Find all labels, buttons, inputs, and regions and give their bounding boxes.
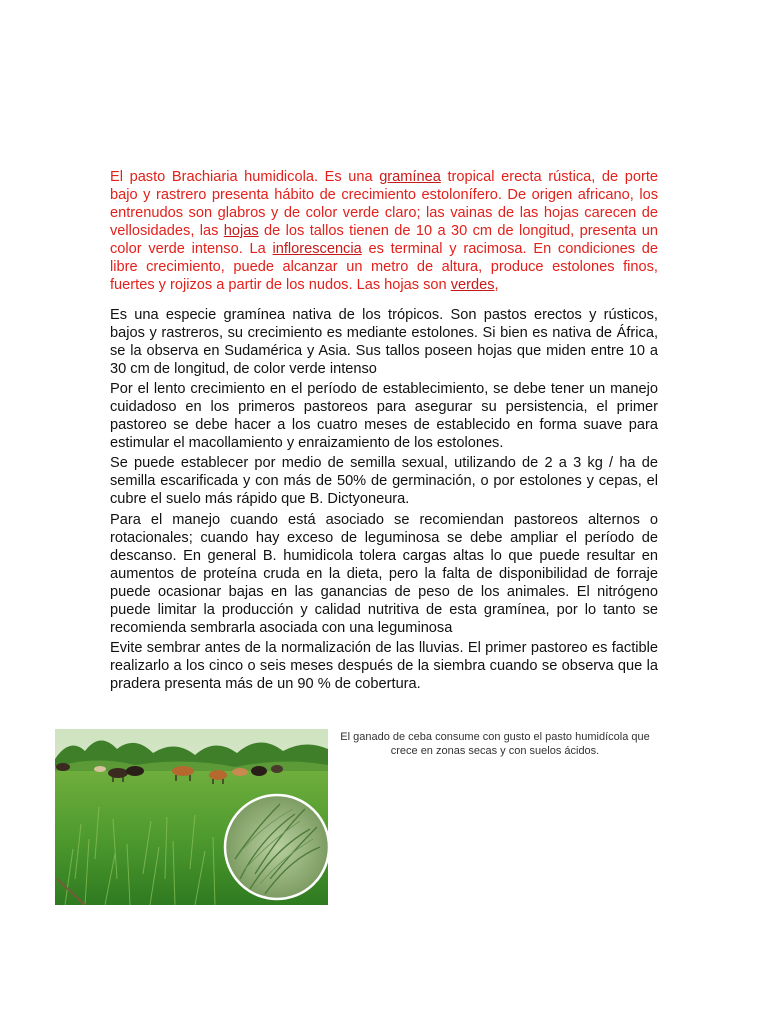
intro-text-2: tropical erecta rústica, de porte bajo y rastrero presenta hábito de crecimiento estolonífero. De origen africano, los entrenudos son glabros y de color verde claro; las vainas de las hojas carecen de vellosidades, las (110, 169, 658, 239)
paragraph-sowing-advice: Evite sembrar antes de la normalización de las lluvias. El primer pastoreo es factible realizarlo a los cinco o seis meses después de la siembra cuando se observa que la pradera presenta más de un 90 % de cobertura. (110, 640, 658, 692)
intro-text-5: , (494, 277, 499, 293)
link-graminea[interactable]: gramínea (379, 169, 441, 185)
paragraph-management: Para el manejo cuando está asociado se recomiendan pastoreos alternos o rotacionales; cuando hay exceso de leguminosa se debe ampliar el período de descanso. En general B. humidicola tolera cargas altas lo que puede resultar en aumentos de proteína cruda en la dieta, pero la falta de disponibilidad de forraje puede ocasionar bajas en las ganancias de peso de los animales. El nitrógeno puede limitar la producción y calidad nutritiva de esta gramínea, por lo tanto se recomienda sembrarla asociada con una leguminosa (110, 512, 658, 636)
intro-text-4: es terminal y racimosa. En condiciones de libre crecimiento, puede alcanzar un metro de altura, produce estolones finos, fuertes y rojizos a partir de los nudos. Las hojas son (110, 241, 658, 293)
link-inflorescencia[interactable]: inflorescencia (272, 241, 362, 257)
intro-paragraph (110, 168, 658, 294)
photo-caption: El ganado de ceba consume con gusto el pasto humidícola que crece en zonas secas y con suelos ácidos. (340, 731, 650, 757)
link-verdes[interactable]: verdes (450, 277, 495, 293)
paragraph-establishment: Por el lento crecimiento en el período de establecimiento, se debe tener un manejo cuidadoso en los primeros pastoreos para asegurar su persistencia, el primer pastoreo se debe hacer a los cuatro meses de establecido en forma suave para estimular el macollamiento y enraizamiento de los estolones. (110, 381, 658, 451)
intro-text-3: de los tallos tienen de 10 a 30 cm de longitud, presenta un color verde intenso. La (110, 223, 658, 257)
paragraph-native-species: Es una especie gramínea nativa de los trópicos. Son pastos erectos y rústicos, bajos y rastreros, su crecimiento es mediante estolones. Si bien es nativa de África, se la observa en Sudamérica y Asia. Sus tallos poseen hojas que miden entre 10 a 30 cm de longitud, de color verde intenso (110, 307, 658, 377)
link-hojas[interactable]: hojas (223, 223, 259, 239)
intro-text-1: El pasto Brachiaria humidicola. Es una (110, 169, 380, 185)
paragraph-seeding: Se puede establecer por medio de semilla sexual, utilizando de 2 a 3 kg / ha de semilla escarificada y con más de 50% de germinación, o por estolones y cepas, el cubre el suelo más rápido que B. Dictyoneura. (110, 455, 658, 507)
pasture-illustration (55, 729, 328, 905)
pasture-cattle-photo (55, 729, 328, 905)
